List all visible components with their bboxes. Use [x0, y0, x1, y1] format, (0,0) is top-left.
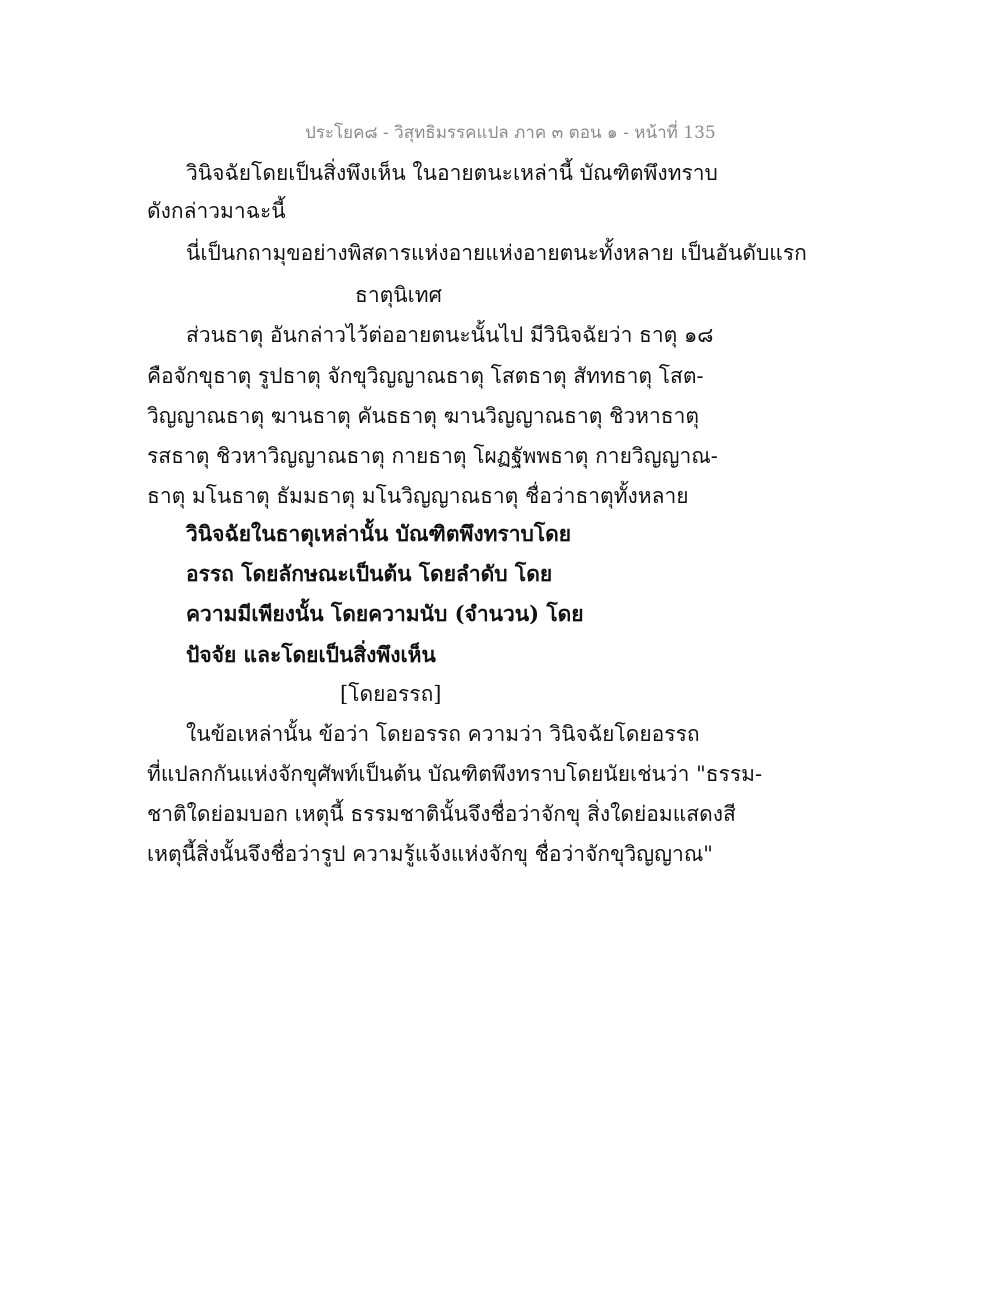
paragraph-line: ชาติใดย่อมบอก เหตุนี้ ธรรมชาตินั้นจึงชื่อว่าจักขุ สิ่งใดย่อมแสดงสี: [147, 802, 736, 826]
paragraph-line: ที่แปลกกันแห่งจักขุศัพท์เป็นต้น บัณฑิตพึงทราบโดยนัยเช่นว่า "ธรรม-: [147, 762, 763, 786]
paragraph-line: คือจักขุธาตุ รูปธาตุ จักขุวิญญาณธาตุ โสตธาตุ สัททธาตุ โสต-: [147, 364, 704, 388]
verse-line: ความมีเพียงนั้น โดยความนับ (จำนวน) โดย: [186, 601, 584, 626]
paragraph-line: วิญญาณธาตุ ฆานธาตุ คันธธาตุ ฆานวิญญาณธาตุ ชิวหาธาตุ: [147, 404, 700, 428]
paragraph-line: ดังกล่าวมาฉะนี้: [147, 199, 286, 223]
subsection-heading: [โดยอรรถ]: [340, 682, 442, 706]
paragraph-line: วินิจฉัยโดยเป็นสิ่งพึงเห็น ในอายตนะเหล่านี้ บัณฑิตพึงทราบ: [186, 161, 718, 185]
verse-line: ปัจจัย และโดยเป็นสิ่งพึงเห็น: [186, 642, 436, 667]
paragraph-line: รสธาตุ ชิวหาวิญญาณธาตุ กายธาตุ โผฏฐัพพธาตุ กายวิญญาณ-: [147, 444, 718, 468]
paragraph-line: ธาตุ มโนธาตุ ธัมมธาตุ มโนวิญญาณธาตุ ชื่อว่าธาตุทั้งหลาย: [147, 484, 689, 508]
paragraph-line: นี่เป็นกถามุขอย่างพิสดารแห่งอายแห่งอายตนะทั้งหลาย เป็นอันดับแรก: [186, 241, 807, 265]
verse-line: วินิจฉัยในธาตุเหล่านั้น บัณฑิตพึงทราบโดย: [186, 521, 572, 546]
section-heading: ธาตุนิเทศ: [355, 283, 442, 307]
paragraph-line: เหตุนี้สิ่งนั้นจึงชื่อว่ารูป ความรู้แจ้งแห่งจักขุ ชื่อว่าจักขุวิญญาณ": [147, 842, 713, 866]
paragraph-line: ส่วนธาตุ อันกล่าวไว้ต่ออายตนะนั้นไป มีวินิจฉัยว่า ธาตุ ๑๘: [186, 323, 714, 347]
paragraph-line: ในข้อเหล่านั้น ข้อว่า โดยอรรถ ความว่า วินิจฉัยโดยอรรถ: [186, 722, 700, 746]
running-header: ประโยค๘ - วิสุทธิมรรคแปล ภาค ๓ ตอน ๑ - หน้าที่ 135: [305, 123, 716, 143]
verse-line: อรรถ โดยลักษณะเป็นต้น โดยลำดับ โดย: [186, 561, 553, 586]
